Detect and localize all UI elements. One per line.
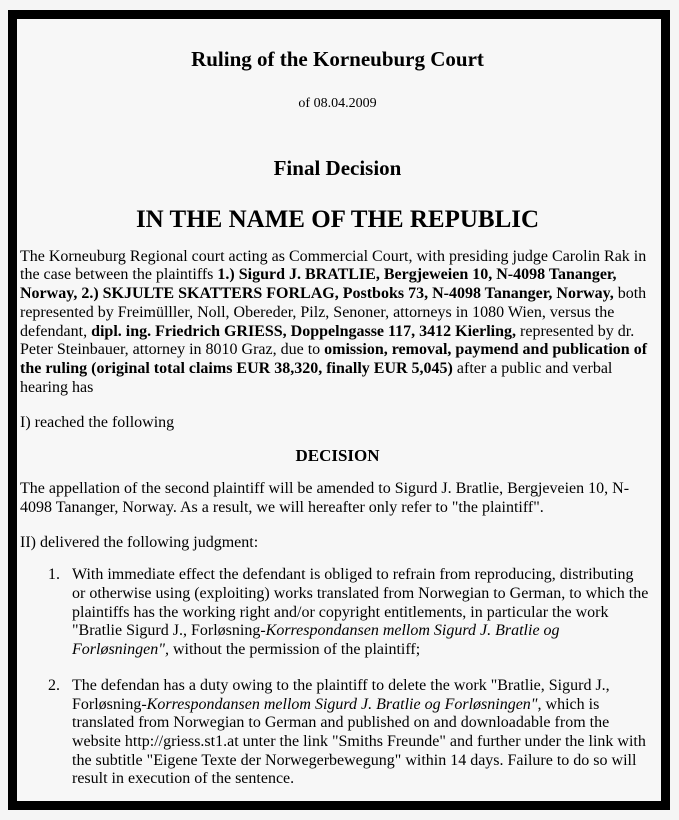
judgment-item-2 xyxy=(48,676,649,789)
section-one-label: I) reached the following xyxy=(20,413,175,431)
document-page xyxy=(8,10,670,810)
section-two-label: II) delivered the following judgment: xyxy=(20,533,259,551)
judgment-item-2-number: 2. xyxy=(48,676,60,694)
document-headline: IN THE NAME OF THE REPUBLIC xyxy=(135,205,540,233)
judgment-item-2-text: The defendan has a duty owing to the plaintiff to delete the work "Bratlie, Sigurd J., Forløsning-Korrespondansen mellom Sigurd J. Bratlie og Forløsningen", which is translated from Norwegian to German and published on and downloadable from the website http://griess.st1.at unter the link "Smiths Freunde" and further under the link with the subtitle "Eigene Texte der Norwegerbewegung" within 14 days. Failure to do so will result in execution of the sentence. xyxy=(72,676,646,788)
decision-paragraph: The appellation of the second plaintiff will be amended to Sigurd J. Bratlie, Bergjeveien 10, N-4098 Tananger, Norway. As a result, we will hereafter only refer to "the plaintiff". xyxy=(20,480,630,516)
intro-paragraph: The Korneuburg Regional court acting as Commercial Court, with presiding judge Carolin Rak in the case between the plaintiffs 1.) Sigurd J. BRATLIE, Bergjeweien 10, N-4098 Tananger, Norway, 2.) SKJULTE SKATTERS FORLAG, Postboks 73, N-4098 Tananger, Norway, both represented by Freimülller, Noll, Obereder, Pilz, Senoner, attorneys in 1080 Wien, versus the defendant, dipl. ing. Friedrich GRIESS, Doppelngasse 117, 3412 Kierling, represented by dr. Peter Steinbauer, attorney in 8010 Graz, due to omission, removal, paymend and publication of the ruling (original total claims EUR 38,320, finally EUR 5,045) after a public and verbal hearing has xyxy=(20,247,648,396)
document-date: of 08.04.2009 xyxy=(298,95,377,111)
judgment-item-1-number: 1. xyxy=(48,566,60,584)
judgment-item-1 xyxy=(48,566,649,660)
document-title: Ruling of the Korneuburg Court xyxy=(191,47,484,71)
document-subtitle: Final Decision xyxy=(273,155,402,180)
decision-heading: DECISION xyxy=(295,446,380,466)
judgment-item-1-text: With immediate effect the defendant is obliged to refrain from reproducing, distributing or otherwise using (exploiting) works translated from Norwegian to German, to which the plaintiffs has the working right and/or copyright entitlements, in particular the work "Bratlie Sigurd J., Forløsning-Korrespondansen mellom Sigurd J. Bratlie og Forløsningen", without the permission of the plaintiff; xyxy=(72,566,649,659)
document-content xyxy=(17,47,661,789)
judgment-list xyxy=(20,566,655,789)
